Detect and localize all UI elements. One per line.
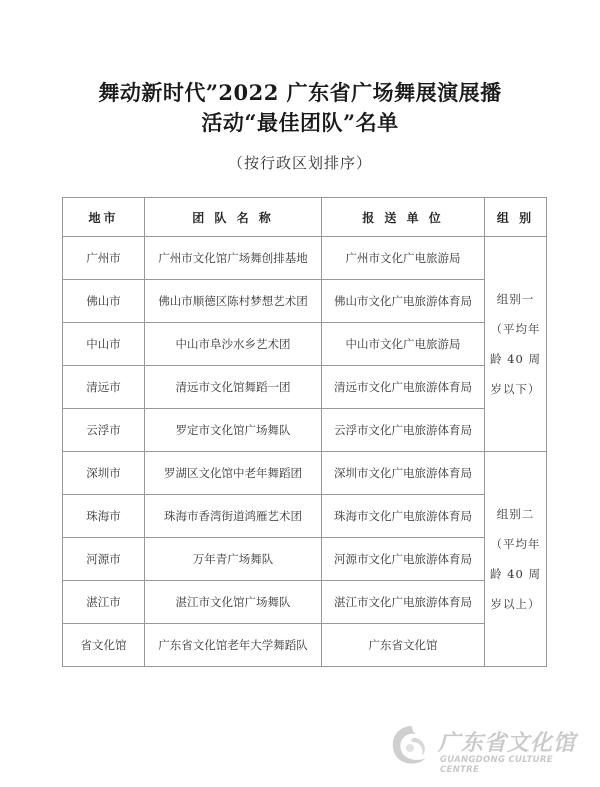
cell-team: 佛山市顺德区陈村梦想艺术团 (145, 280, 322, 323)
table-row (63, 452, 547, 495)
table-row (63, 280, 547, 323)
table-row (63, 366, 547, 409)
cell-team: 罗定市文化馆广场舞队 (145, 409, 322, 452)
cell-city: 深圳市 (63, 452, 145, 495)
cell-group-2: 组别二（平均年龄 40 周岁以上） (485, 452, 547, 667)
table-header-row (63, 198, 547, 237)
cell-city: 佛山市 (63, 280, 145, 323)
best-team-list-table (62, 197, 547, 667)
cell-unit: 深圳市文化广电旅游体育局 (322, 452, 485, 495)
cell-team: 广东省文化馆老年大学舞蹈队 (145, 624, 322, 667)
table-row (63, 409, 547, 452)
cell-unit: 佛山市文化广电旅游体育局 (322, 280, 485, 323)
cell-unit: 河源市文化广电旅游体育局 (322, 538, 485, 581)
cell-unit: 中山市文化广电旅游局 (322, 323, 485, 366)
cell-city: 省文化馆 (63, 624, 145, 667)
watermark-english-name: GUANGDONG CULTURE CENTRE (440, 755, 553, 775)
cell-team: 湛江市文化馆广场舞队 (145, 581, 322, 624)
cell-team: 珠海市香湾街道鸿雁艺术团 (145, 495, 322, 538)
document-title-line-2: 活动“最佳团队”名单 (201, 110, 399, 135)
header-submitting-unit: 报 送 单 位 (322, 198, 485, 237)
cell-unit: 湛江市文化广电旅游体育局 (322, 581, 485, 624)
cell-unit: 云浮市文化广电旅游体育局 (322, 409, 485, 452)
cell-unit: 珠海市文化广电旅游体育局 (322, 495, 485, 538)
document-title-line-1: 舞动新时代”2022 广东省广场舞展演展播 (98, 80, 502, 105)
table-row (63, 495, 547, 538)
swirl-logo-icon (386, 722, 434, 770)
table-row (63, 323, 547, 366)
header-city: 地市 (63, 198, 145, 237)
watermark-chinese-name: 广东省文化馆 (438, 731, 577, 756)
cell-team: 万年青广场舞队 (145, 538, 322, 581)
cell-team: 清远市文化馆舞蹈一团 (145, 366, 322, 409)
cell-team: 中山市阜沙水乡艺术团 (145, 323, 322, 366)
cell-unit: 广州市文化广电旅游局 (322, 237, 485, 280)
cell-city: 广州市 (63, 237, 145, 280)
header-group: 组 别 (485, 198, 547, 237)
table-row (63, 237, 547, 280)
table-row (63, 624, 547, 667)
table-row (63, 538, 547, 581)
cell-unit: 广东省文化馆 (322, 624, 485, 667)
cell-team: 罗湖区文化馆中老年舞蹈团 (145, 452, 322, 495)
cell-city: 湛江市 (63, 581, 145, 624)
cell-group-1: 组别一（平均年龄 40 周岁以下） (485, 237, 547, 452)
cell-team: 广州市文化馆广场舞创排基地 (145, 237, 322, 280)
table-row (63, 581, 547, 624)
cell-unit: 清远市文化广电旅游体育局 (322, 366, 485, 409)
watermark-logo (386, 722, 586, 775)
header-team-name: 团 队 名 称 (145, 198, 322, 237)
cell-city: 中山市 (63, 323, 145, 366)
document-subtitle: （按行政区划排序） (227, 154, 372, 172)
cell-city: 珠海市 (63, 495, 145, 538)
cell-city: 河源市 (63, 538, 145, 581)
cell-city: 云浮市 (63, 409, 145, 452)
cell-city: 清远市 (63, 366, 145, 409)
